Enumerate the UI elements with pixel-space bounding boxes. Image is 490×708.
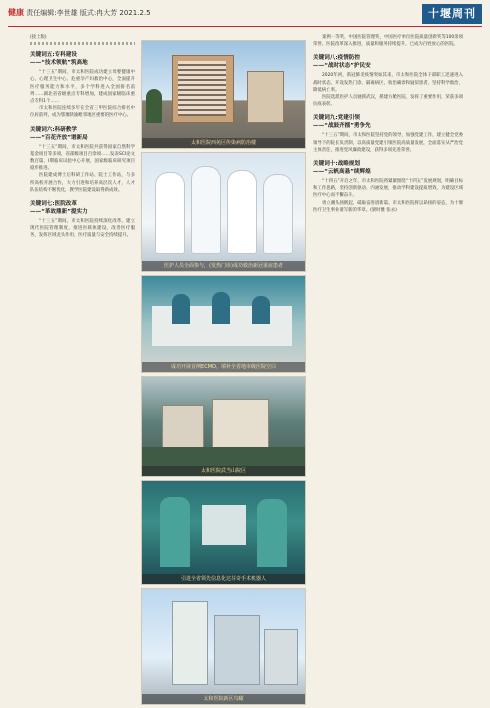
keyword-subheading: ——“革故鼎新”提实力 <box>30 209 88 216</box>
newspaper-logo: 十堰周刊 <box>422 4 482 24</box>
keyword-heading: 关键词七:医院改革 <box>30 201 77 208</box>
photo-column <box>141 40 304 708</box>
keyword-heading: 关键词十:战略规划 <box>313 161 360 168</box>
medical-team-photo <box>141 152 306 272</box>
photo-caption: 医护人员全面参与，(发热门诊)成功救治新冠重症患者 <box>142 261 305 271</box>
body-paragraph: “十三五”期间，市太和医院持续深化改革，建立现代医院管理制度，推进医联体建设，改善医疗服务，发挥区域龙头作用，医疗质量与安全持续提升。 <box>30 219 135 239</box>
keyword-subheading: ——“百花齐放”谱新局 <box>30 134 88 141</box>
body-paragraph: 市太和医院连续多年在全省三甲医院综合排名中位居前列，成为鄂豫陕渝毗邻地区重要的医疗中心。 <box>30 106 135 119</box>
keyword-subheading: ——“技术领航”筑高地 <box>30 60 88 67</box>
keyword-subheading: ——“战时状态”护民安 <box>313 63 371 70</box>
right-text-column <box>313 34 463 694</box>
left-text-column <box>30 34 135 694</box>
body-paragraph: 医院建成博士后科研工作站、院士工作站，与多所高校开展合作，大力引进和培养高层次人才，人才队伍结构不断优化，教学医院建设取得新成效。 <box>30 173 135 193</box>
body-paragraph: “十三五”期间，市太和医院共获得国家自然科学基金项目等多项，省部级项目百余项……发表SCI论文数百篇，I期临床试验中心开展，国家级临床研究项目稳步推进。 <box>30 144 135 172</box>
keyword-heading: 关键词六:科研教学 <box>30 126 77 133</box>
photo-caption: 太和医院西苑区传染病防治楼 <box>142 138 305 148</box>
header-rule <box>8 26 482 27</box>
body-paragraph: 2020年初，新冠肺炎疫情突如其来，市太和医院全体干部职工迅速进入战时状态，开设发热门诊、隔离病区，收治确诊和疑似患者，坚持科学救治，降低病亡率。 <box>313 73 463 93</box>
editor-credits: 责任编辑:李世雄 版式:冉大芳 2021.2.5 <box>26 9 151 17</box>
keyword-heading: 关键词八:疫情防控 <box>313 55 360 62</box>
hospital-building-photo <box>141 40 306 149</box>
body-paragraph: “十三五”期间，市太和医院成功建立母婴健康中心、心理卫生中心、危重孕产妇救治中心，全面提升医疗服务能力和水平，多个学科进入全国排名前列……湖北省省级重点专科增加，建成国家级临床重点专科1个…… <box>30 70 135 105</box>
photo-caption: 成功开展首例ECMO，填补全省地市级医院空白 <box>142 362 305 372</box>
body-paragraph: 勇立潮头扬帆起，砥砺奋进谱新篇。市太和医院将以昂扬的姿态，为十堰医疗卫生事业谱写新的华章。(梁时雅 张永) <box>313 200 463 213</box>
photo-caption: 太和医院新区鸟瞰 <box>142 694 305 704</box>
surgical-robot-photo <box>141 480 306 585</box>
photo-caption: 引进全省领先信息化达芬奇手术机器人 <box>142 574 305 584</box>
continued-label: (接上版) <box>30 35 47 40</box>
keyword-heading: 关键词五:专科建设 <box>30 52 77 59</box>
section-label: 健康 <box>8 8 24 17</box>
photo-caption: 太和医院武当山院区 <box>142 466 305 476</box>
body-paragraph: “十三五”期间，市太和医院坚持党的领导，加强党建工作，建立健全党委领导下的院长负责制，以高质量党建引领医院高质量发展，全面落实从严治党主体责任，推进党风廉政建设，获得多项先进荣誉。 <box>313 133 463 153</box>
header-credits-line <box>8 7 151 18</box>
new-campus-photo <box>141 588 306 705</box>
keyword-heading: 关键词九:党建引领 <box>313 115 360 122</box>
wudang-campus-photo <box>141 376 306 477</box>
section-divider <box>30 42 135 45</box>
page-header <box>0 0 490 30</box>
body-paragraph: 医院选派医护人员驰援武汉，援建方舱医院，发挥了重要作用，荣获多项抗疫表彰。 <box>313 95 463 108</box>
keyword-subheading: ——“云帆高悬”续辉煌 <box>313 169 371 176</box>
body-paragraph: 案例一等奖，中国医院管理奖，中国医疗单位医院质量创新奖等100余项荣誉。医院改革深入推进，质量和服务持续提升，已成为百姓放心的医院。 <box>313 35 463 48</box>
ecmo-procedure-photo <box>141 275 306 373</box>
body-paragraph: “十四五”开启之年，市太和医院将紧紧围绕“十四五”发展规划，明确目标和工作思路，坚持创新驱动、内涵发展，推动学科建设提质增效，为建设区域医疗中心而不懈奋斗。 <box>313 179 463 199</box>
keyword-subheading: ——“战鼓齐擂”勇争先 <box>313 123 371 130</box>
